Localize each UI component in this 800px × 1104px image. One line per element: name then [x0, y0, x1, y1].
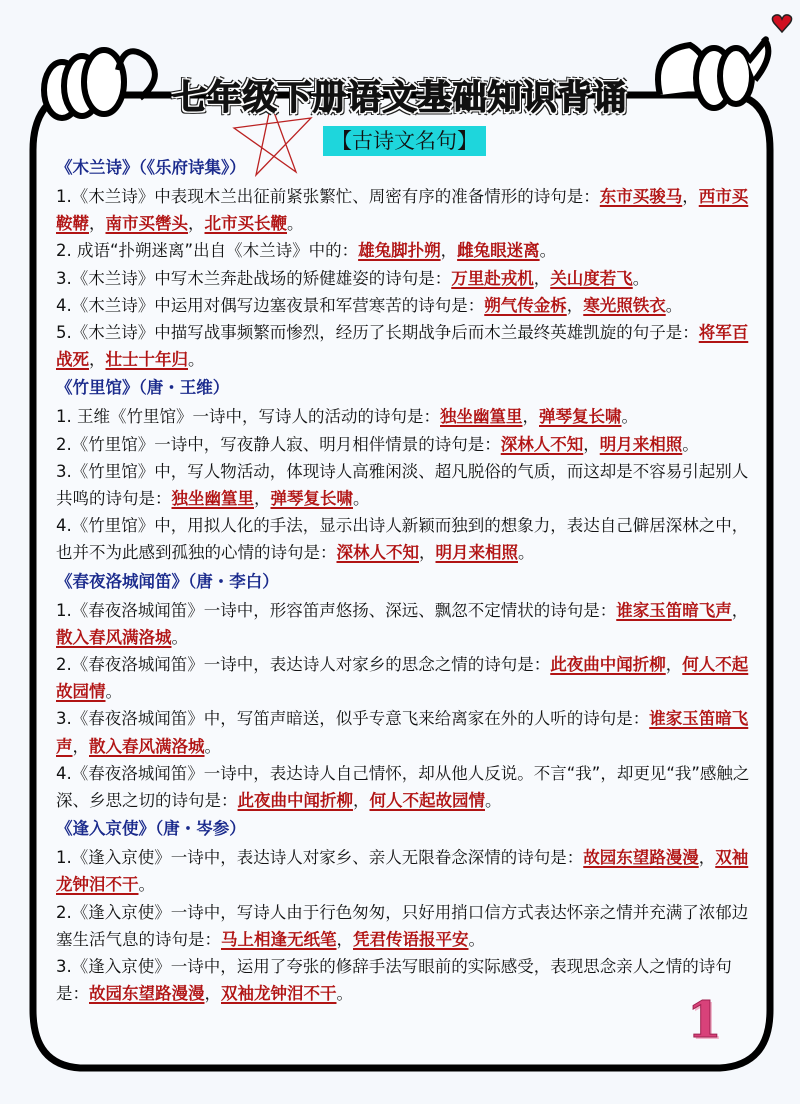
section-tag: 【古诗文名句】	[323, 126, 486, 156]
answer-text: 故园东望路漫漫	[89, 984, 205, 1004]
poem-heading: 《逢入京使》（唐・岑参）	[56, 819, 246, 839]
answer-text: 将军百战死	[56, 323, 749, 370]
page-title: 七年级下册语文基础知识背诵	[172, 78, 628, 118]
question-text: 1.《木兰诗》中表现木兰出征前紧张繁忙、周密有序的准备情形的诗句是：	[56, 187, 600, 206]
answer-text: 寒光照铁衣	[583, 295, 666, 315]
poem-heading: 《木兰诗》（《乐府诗集》）	[56, 158, 246, 177]
answer-text: 弹琴复长啸	[270, 489, 353, 509]
question-text: 3.《木兰诗》中写木兰奔赴战场的矫健雄姿的诗句是：	[56, 268, 452, 288]
question-item: 5.《木兰诗》中描写战事频繁而惨烈，经历了长期战争后而木兰最终英雄凯旋的句子是：将军百战死，壮士十年归。	[56, 323, 749, 370]
answer-text: 深林人不知	[500, 434, 584, 454]
question-item: 4.《春夜洛城闻笛》一诗中，表达诗人自己情怀，却从他人反说。不言“我”，却更见“我”感触之深、乡思之切的诗句是：此夜曲中闻折柳，何人不起故园情。	[56, 763, 750, 811]
answer-text: 南市买辔头	[105, 214, 188, 234]
question-item: 4.《竹里馆》中，用拟人化的手法，显示出诗人新颖而独到的想象力，表达自己僻居深林之中，也并不为此感到孤独的心情的诗句是：深林人不知，明月来相照。	[56, 516, 749, 563]
answer-text: 何人不起故园情	[369, 791, 485, 811]
answer-text: 万里赴戎机	[451, 268, 534, 288]
answer-text: 弹琴复长啸	[539, 407, 622, 427]
answer-text: 此夜曲中闻折柳	[237, 791, 353, 811]
answer-text: 北市买长鞭	[204, 214, 287, 234]
question-item: 2.《竹里馆》一诗中，写夜静人寂、明月相伴情景的诗句是：深林人不知，明月来相照。	[56, 434, 699, 454]
answer-text: 谁家玉笛暗飞声	[616, 600, 732, 620]
answer-text: 雌兔眼迷离	[457, 241, 540, 261]
answer-text: 故园东望路漫漫	[583, 848, 699, 868]
answer-text: 东市买骏马	[599, 187, 683, 206]
answer-text: 深林人不知	[336, 543, 419, 563]
answer-text: 双袖龙钟泪不干	[56, 848, 749, 895]
question-text: 5.《木兰诗》中描写战事频繁而惨烈，经历了长期战争后而木兰最终英雄凯旋的句子是：	[56, 323, 699, 343]
question-text: 4.《春夜洛城闻笛》一诗中，表达诗人自己情怀，却从他人反说。不言“我”，却更见“我”感触之深、乡思之切的诗句是：	[56, 763, 750, 811]
poem-heading: 《竹里馆》（唐・王维）	[56, 378, 230, 398]
question-text: 2.《逢入京使》一诗中，写诗人由于行色匆匆，只好用捎口信方式表达怀亲之情并充满了浓郁边塞生活气息的诗句是：	[56, 902, 749, 949]
question-text: 4.《木兰诗》中运用对偶写边塞夜景和军营寒苦的诗句是：	[56, 295, 485, 315]
question-text: 2. 成语“扑朔迷离”出自《木兰诗》中的：	[56, 241, 359, 261]
answer-text: 壮士十年归	[105, 350, 188, 370]
answer-text: 此夜曲中闻折柳	[550, 655, 666, 675]
poem-heading: 《春夜洛城闻笛》（唐・李白）	[56, 571, 279, 591]
question-text: 3.《逢入京使》一诗中，运用了夸张的修辞手法写眼前的实际感受，表现思念亲人之情的诗句是：	[56, 957, 732, 1004]
question-text: 1. 王维《竹里馆》一诗中，写诗人的活动的诗句是：	[56, 407, 440, 427]
answer-text: 独坐幽篁里	[171, 489, 254, 509]
poem-content	[56, 153, 756, 1007]
page-number: 1	[687, 990, 722, 1049]
answer-text: 何人不起故园情	[56, 655, 749, 702]
question-item: 3.《逢入京使》一诗中，运用了夸张的修辞手法写眼前的实际感受，表现思念亲人之情的诗句是：故园东望路漫漫，双袖龙钟泪不干。	[56, 957, 732, 1004]
question-item: 3.《竹里馆》中，写人物活动，体现诗人高雅闲淡、超凡脱俗的气质，而这却是不容易引起别人共鸣的诗句是：独坐幽篁里，弹琴复长啸。	[56, 461, 749, 509]
question-text: 1.《春夜洛城闻笛》一诗中，形容笛声悠扬、深远、飘忽不定情状的诗句是：	[56, 600, 617, 620]
question-text: 2.《竹里馆》一诗中，写夜静人寂、明月相伴情景的诗句是：	[56, 434, 501, 454]
question-item: 1.《春夜洛城闻笛》一诗中，形容笛声悠扬、深远、飘忽不定情状的诗句是：谁家玉笛暗飞声，散入春风满洛城。	[56, 600, 749, 647]
question-item: 2. 成语“扑朔迷离”出自《木兰诗》中的：雄兔脚扑朔，雌兔眼迷离。	[56, 241, 557, 261]
heart-icon	[771, 12, 793, 34]
question-item: 2.《春夜洛城闻笛》一诗中，表达诗人对家乡的思念之情的诗句是：此夜曲中闻折柳，何人不起故园情。	[56, 655, 749, 702]
question-item: 3.《春夜洛城闻笛》中，写笛声暗送，似乎专意飞来给离家在外的人听的诗句是：谁家玉笛暗飞声，散入春风满洛城。	[56, 709, 749, 756]
question-item: 4.《木兰诗》中运用对偶写边塞夜景和军营寒苦的诗句是：朔气传金柝，寒光照铁衣。	[56, 295, 683, 315]
answer-text: 散入春风满洛城	[56, 627, 172, 647]
question-text: 3.《竹里馆》中，写人物活动，体现诗人高雅闲淡、超凡脱俗的气质，而这却是不容易引起别人共鸣的诗句是：	[56, 461, 749, 509]
answer-text: 朔气传金柝	[484, 295, 567, 315]
answer-text: 双袖龙钟泪不干	[221, 984, 337, 1004]
answer-text: 关山度若飞	[550, 268, 633, 288]
question-text: 2.《春夜洛城闻笛》一诗中，表达诗人对家乡的思念之情的诗句是：	[56, 655, 551, 675]
question-item: 2.《逢入京使》一诗中，写诗人由于行色匆匆，只好用捎口信方式表达怀亲之情并充满了浓郁边塞生活气息的诗句是：马上相逢无纸笔，凭君传语报平安。	[56, 902, 749, 949]
answer-text: 谁家玉笛暗飞声	[56, 709, 749, 756]
answer-text: 独坐幽篁里	[440, 407, 523, 427]
answer-text: 雄兔脚扑朔	[358, 241, 441, 261]
answer-text: 明月来相照	[599, 434, 683, 454]
question-item: 1.《逢入京使》一诗中，表达诗人对家乡、亲人无限眷念深情的诗句是：故园东望路漫漫，双袖龙钟泪不干。	[56, 848, 749, 895]
question-text: 1.《逢入京使》一诗中，表达诗人对家乡、亲人无限眷念深情的诗句是：	[56, 848, 584, 868]
answer-text: 马上相逢无纸笔	[221, 929, 337, 949]
question-item: 3.《木兰诗》中写木兰奔赴战场的矫健雄姿的诗句是：万里赴戎机，关山度若飞。	[56, 268, 650, 288]
answer-text: 散入春风满洛城	[89, 736, 205, 756]
answer-text: 西市买鞍鞯	[56, 187, 749, 234]
question-text: 3.《春夜洛城闻笛》中，写笛声暗送，似乎专意飞来给离家在外的人听的诗句是：	[56, 709, 650, 729]
question-item: 1.《木兰诗》中表现木兰出征前紧张繁忙、周密有序的准备情形的诗句是：东市买骏马，西市买鞍鞯，南市买辔头，北市买长鞭。	[56, 187, 749, 234]
question-item: 1. 王维《竹里馆》一诗中，写诗人的活动的诗句是：独坐幽篁里，弹琴复长啸。	[56, 407, 638, 427]
answer-text: 凭君传语报平安	[353, 929, 469, 949]
answer-text: 明月来相照	[435, 543, 518, 563]
question-text: 4.《竹里馆》中，用拟人化的手法，显示出诗人新颖而独到的想象力，表达自己僻居深林之中，也并不为此感到孤独的心情的诗句是：	[56, 516, 749, 563]
